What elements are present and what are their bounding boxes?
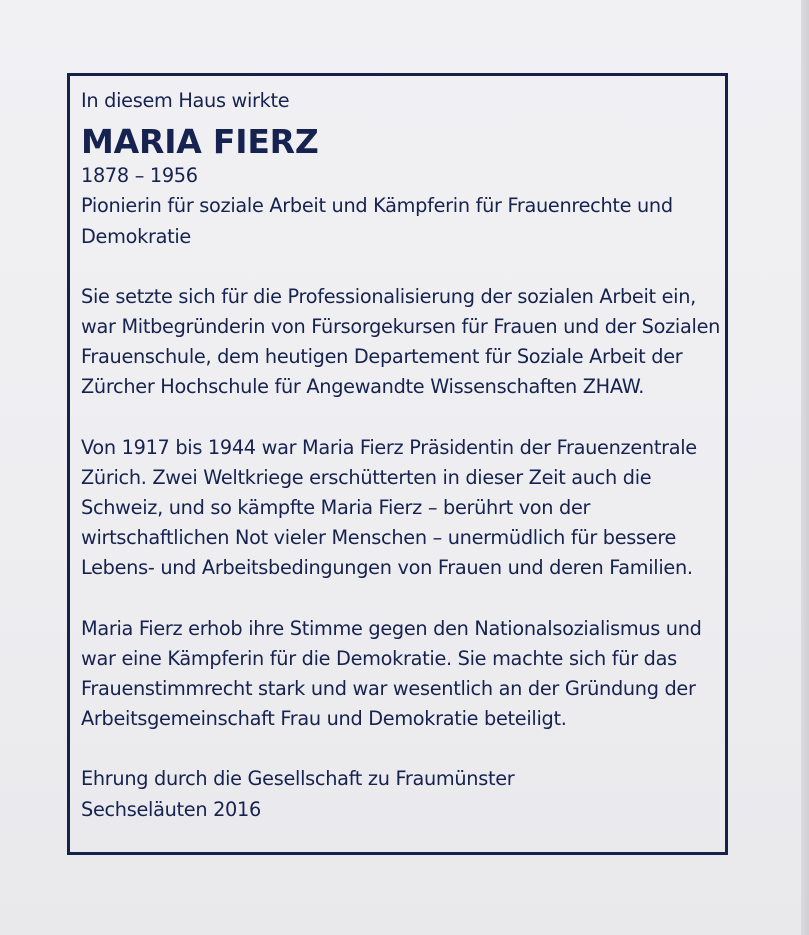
intro-line: In diesem Haus wirkte: [81, 89, 290, 112]
biography-paragraph-2: Von 1917 bis 1944 war Maria Fierz Präsidentin der Frauenzentrale Zürich. Zwei Weltkriege erschütterten in dieser Zeit auch die Schweiz, und so kämpfte Maria Fierz – berührt von der wirtschaftlichen Not vieler Menschen – unermüdlich für bessere Lebens- und Arbeitsbedingungen von Frauen und deren Familien.: [81, 435, 697, 580]
honoree-name: MARIA FIERZ: [81, 122, 319, 162]
biography-paragraph-3: Maria Fierz erhob ihre Stimme gegen den Nationalsozialismus und war eine Kämpferin für die Demokratie. Sie machte sich für das Frauenstimmrecht stark und war wesentlich an der Gründung der Arbeitsgemeinschaft Frau und Demokratie beteiligt.: [81, 616, 702, 731]
plaque-edge: [801, 0, 809, 935]
honor-line-2: Sechseläuten 2016: [81, 797, 261, 821]
role-description: Pionierin für soziale Arbeit und Kämpferin für Frauenrechte und Demokratie: [81, 194, 673, 248]
honor-credit: [81, 764, 726, 824]
biography-paragraph-1: Sie setzte sich für die Professionalisierung der sozialen Arbeit ein, war Mitbegründerin von Fürsorgekursen für Frauen und der Sozialen Frauenschule, dem heutigen Departement für Soziale Arbeit der Zürcher Hochschule für Angewandte Wissenschaften ZHAW.: [81, 284, 721, 399]
plaque-text: [81, 86, 726, 825]
life-years: 1878 – 1956: [81, 164, 198, 188]
honor-line-1: Ehrung durch die Gesellschaft zu Fraumünster: [81, 767, 515, 791]
